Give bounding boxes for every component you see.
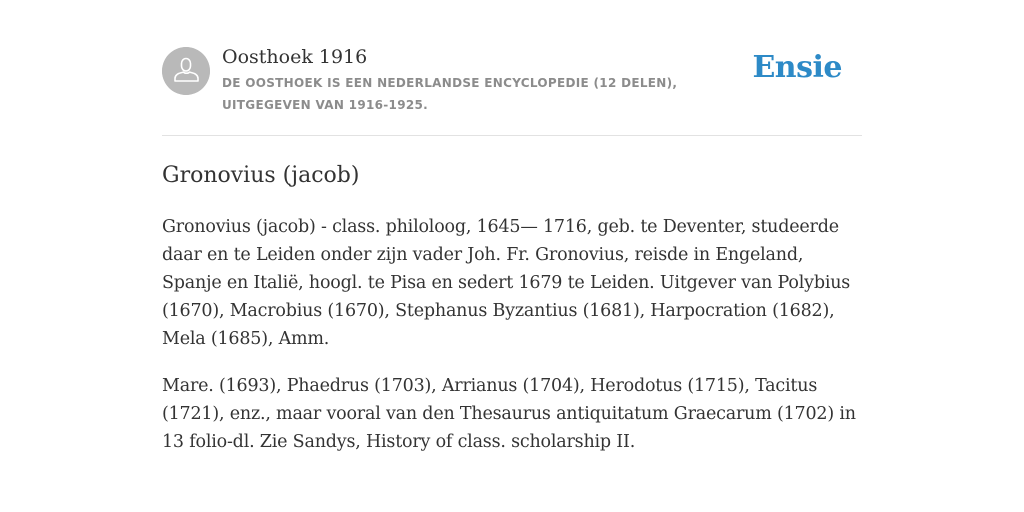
entry-title: Gronovius (jacob) [162,163,360,188]
source-description: DE OOSTHOEK IS EEN NEDERLANDSE ENCYCLOPEDIE (12 DELEN), UITGEGEVEN VAN 1916-1925. [222,76,678,112]
entry-card [162,40,862,456]
source-header [162,40,862,136]
entry-paragraph-2: Mare. (1693), Phaedrus (1703), Arrianus (1704), Herodotus (1715), Tacitus (1721), enz., maar vooral van den Thesaurus antiquitatum Graecarum (1702) in 13 folio-dl. Zie Sandys, History of class. scholarship II. [162,376,856,452]
source-avatar[interactable] [162,47,210,95]
user-icon [162,47,210,95]
entry-paragraph-1: Gronovius (jacob) - class. philoloog, 1645— 1716, geb. te Deventer, studeerde daar en te Leiden onder zijn vader Joh. Fr. Gronovius, reisde in Engeland, Spanje en Italië, hoogl. te Pisa en sedert 1679 te Leiden. Uitgever van Polybius (1670), Macrobius (1670), Stephanus Byzantius (1681), Harpocration (1682), Mela (1685), Amm. [162,217,851,349]
source-name[interactable]: Oosthoek 1916 [222,46,368,68]
ensie-logo[interactable]: Ensie [752,50,842,85]
